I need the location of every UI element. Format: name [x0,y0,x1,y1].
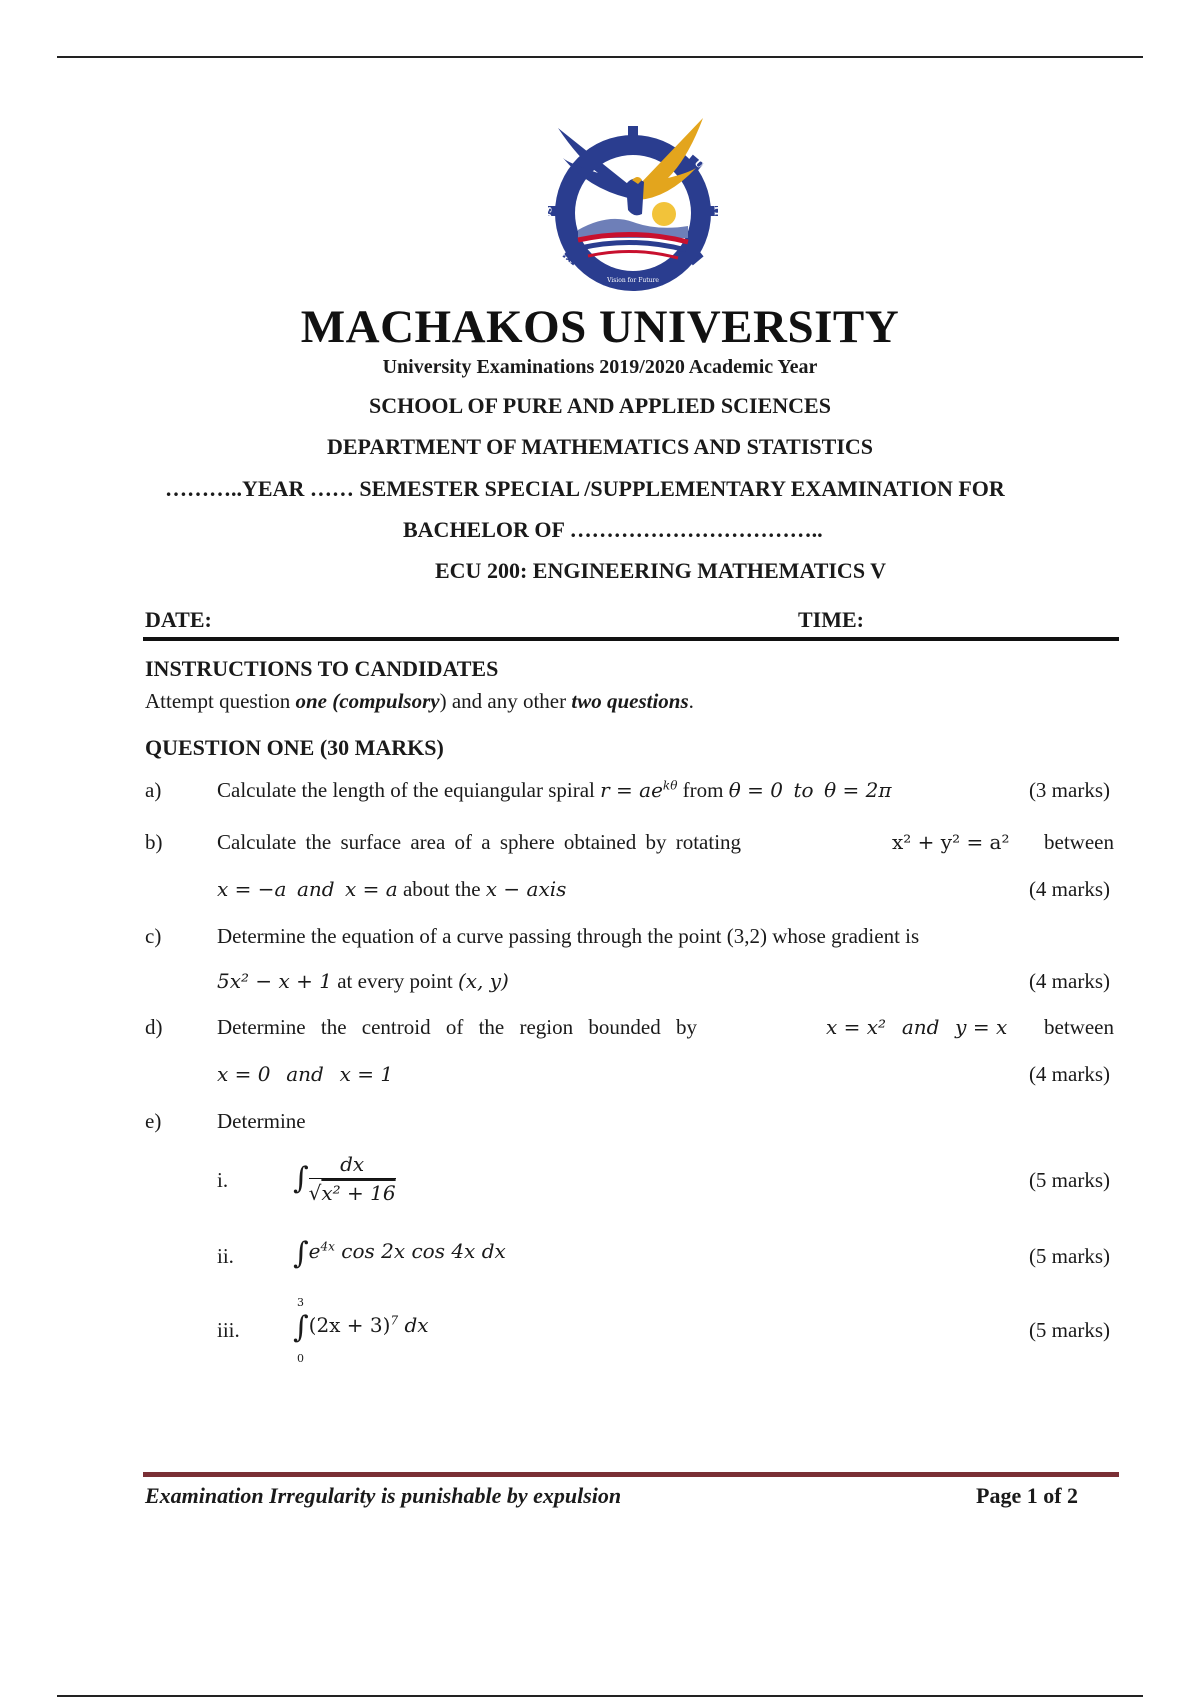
integral-lower-limit: 0 [297,1352,304,1365]
logo-ring-left: MACHAKOS [544,206,575,268]
question-d-between: between [1044,1015,1114,1039]
question-e-text: Determine [217,1109,306,1133]
question-a-marks: (3 marks) [1028,778,1110,802]
question-e-ii-integral: $\int e^{4x}$ cos 2x cos 4x dx [293,1236,506,1271]
time-label: TIME: [798,607,864,632]
question-d-label: d) [145,1015,163,1039]
question-b-text2: x = −a and x = a about the x − axis [217,877,567,901]
question-e-label: e) [145,1109,162,1133]
question-a-text: Calculate the length of the equiangular spiral $r = ae^{k\theta}$ from θ = 0 to θ = 2π [217,778,892,802]
question-d-text2: x = 0 and x = 1 [217,1062,394,1086]
header-rule [143,637,1119,641]
semester-line: ………..YEAR …… SEMESTER SPECIAL /SUPPLEMENTARY EXAMINATION FOR [165,476,1005,501]
question-e-iii-label: iii. [217,1318,240,1342]
question-b-between: between [1044,830,1114,854]
exam-year: University Examinations 2019/2020 Academic Year [382,356,818,378]
integral-sign: ∫ [293,1161,309,1196]
instructions-text: Attempt question one (compulsory) and any other two questions. [145,689,694,713]
question-e-iii-marks: (5 marks) [1028,1318,1110,1342]
course-title: ECU 200: ENGINEERING MATHEMATICS V [435,558,887,583]
page-number: Page 1 of 2 [976,1483,1079,1508]
question-e-i-integral: ∫ $\frac{dx}{\text{√x² + 16}}$ [293,1152,396,1205]
question-d-equations: x = x² and y = x [826,1015,1008,1039]
question-a-label: a) [145,778,162,802]
question-c-text: Determine the equation of a curve passing through the point (3,2) whose gradient is [217,924,920,948]
question-b-equation: x² + y² = a² [892,830,1010,854]
department-name: DEPARTMENT OF MATHEMATICS AND STATISTICS [326,434,874,459]
instructions-heading: INSTRUCTIONS TO CANDIDATES [145,656,499,681]
top-page-rule [57,56,1143,58]
question-e-i-marks: (5 marks) [1028,1168,1110,1192]
question-b-marks: (4 marks) [1028,877,1110,901]
question-c-marks: (4 marks) [1028,969,1110,993]
integral-sign: ∫ [293,1310,309,1345]
question-e-ii-label: ii. [217,1244,234,1268]
bottom-page-rule [57,1695,1143,1697]
date-label: DATE: [145,607,212,632]
question-b-text: Calculate the surface area of a sphere obtained by rotating [217,830,742,854]
logo-motto: Vision for Future [607,277,659,284]
university-logo [538,118,728,298]
question-c-label: c) [145,924,162,948]
school-name: SCHOOL OF PURE AND APPLIED SCIENCES [369,393,831,418]
question-e-i [0,1152,1200,1222]
question-e-iii-integral: 3 $\int(2x + 3)^7$ dx 0 [293,1296,429,1365]
question-one-heading: QUESTION ONE (30 MARKS) [145,735,444,760]
question-e-ii-marks: (5 marks) [1028,1244,1110,1268]
footer-rule [143,1472,1119,1477]
question-b-label: b) [145,830,163,854]
integral-upper-limit: 3 [297,1296,304,1309]
logo-ring-right: UNIVERSITY [691,158,722,225]
integral-sign: ∫ [293,1236,309,1271]
question-d-marks: (4 marks) [1028,1062,1110,1086]
question-c-text2: 5x² − x + 1 at every point (x, y) [217,969,509,993]
footer-warning: Examination Irregularity is punishable by expulsion [145,1483,622,1508]
question-d-text: Determine the centroid of the region bounded by [217,1015,697,1039]
question-e-i-label: i. [217,1168,229,1192]
bachelor-line: BACHELOR OF …………………………….. [403,517,823,542]
university-name: MACHAKOS UNIVERSITY [300,301,900,353]
